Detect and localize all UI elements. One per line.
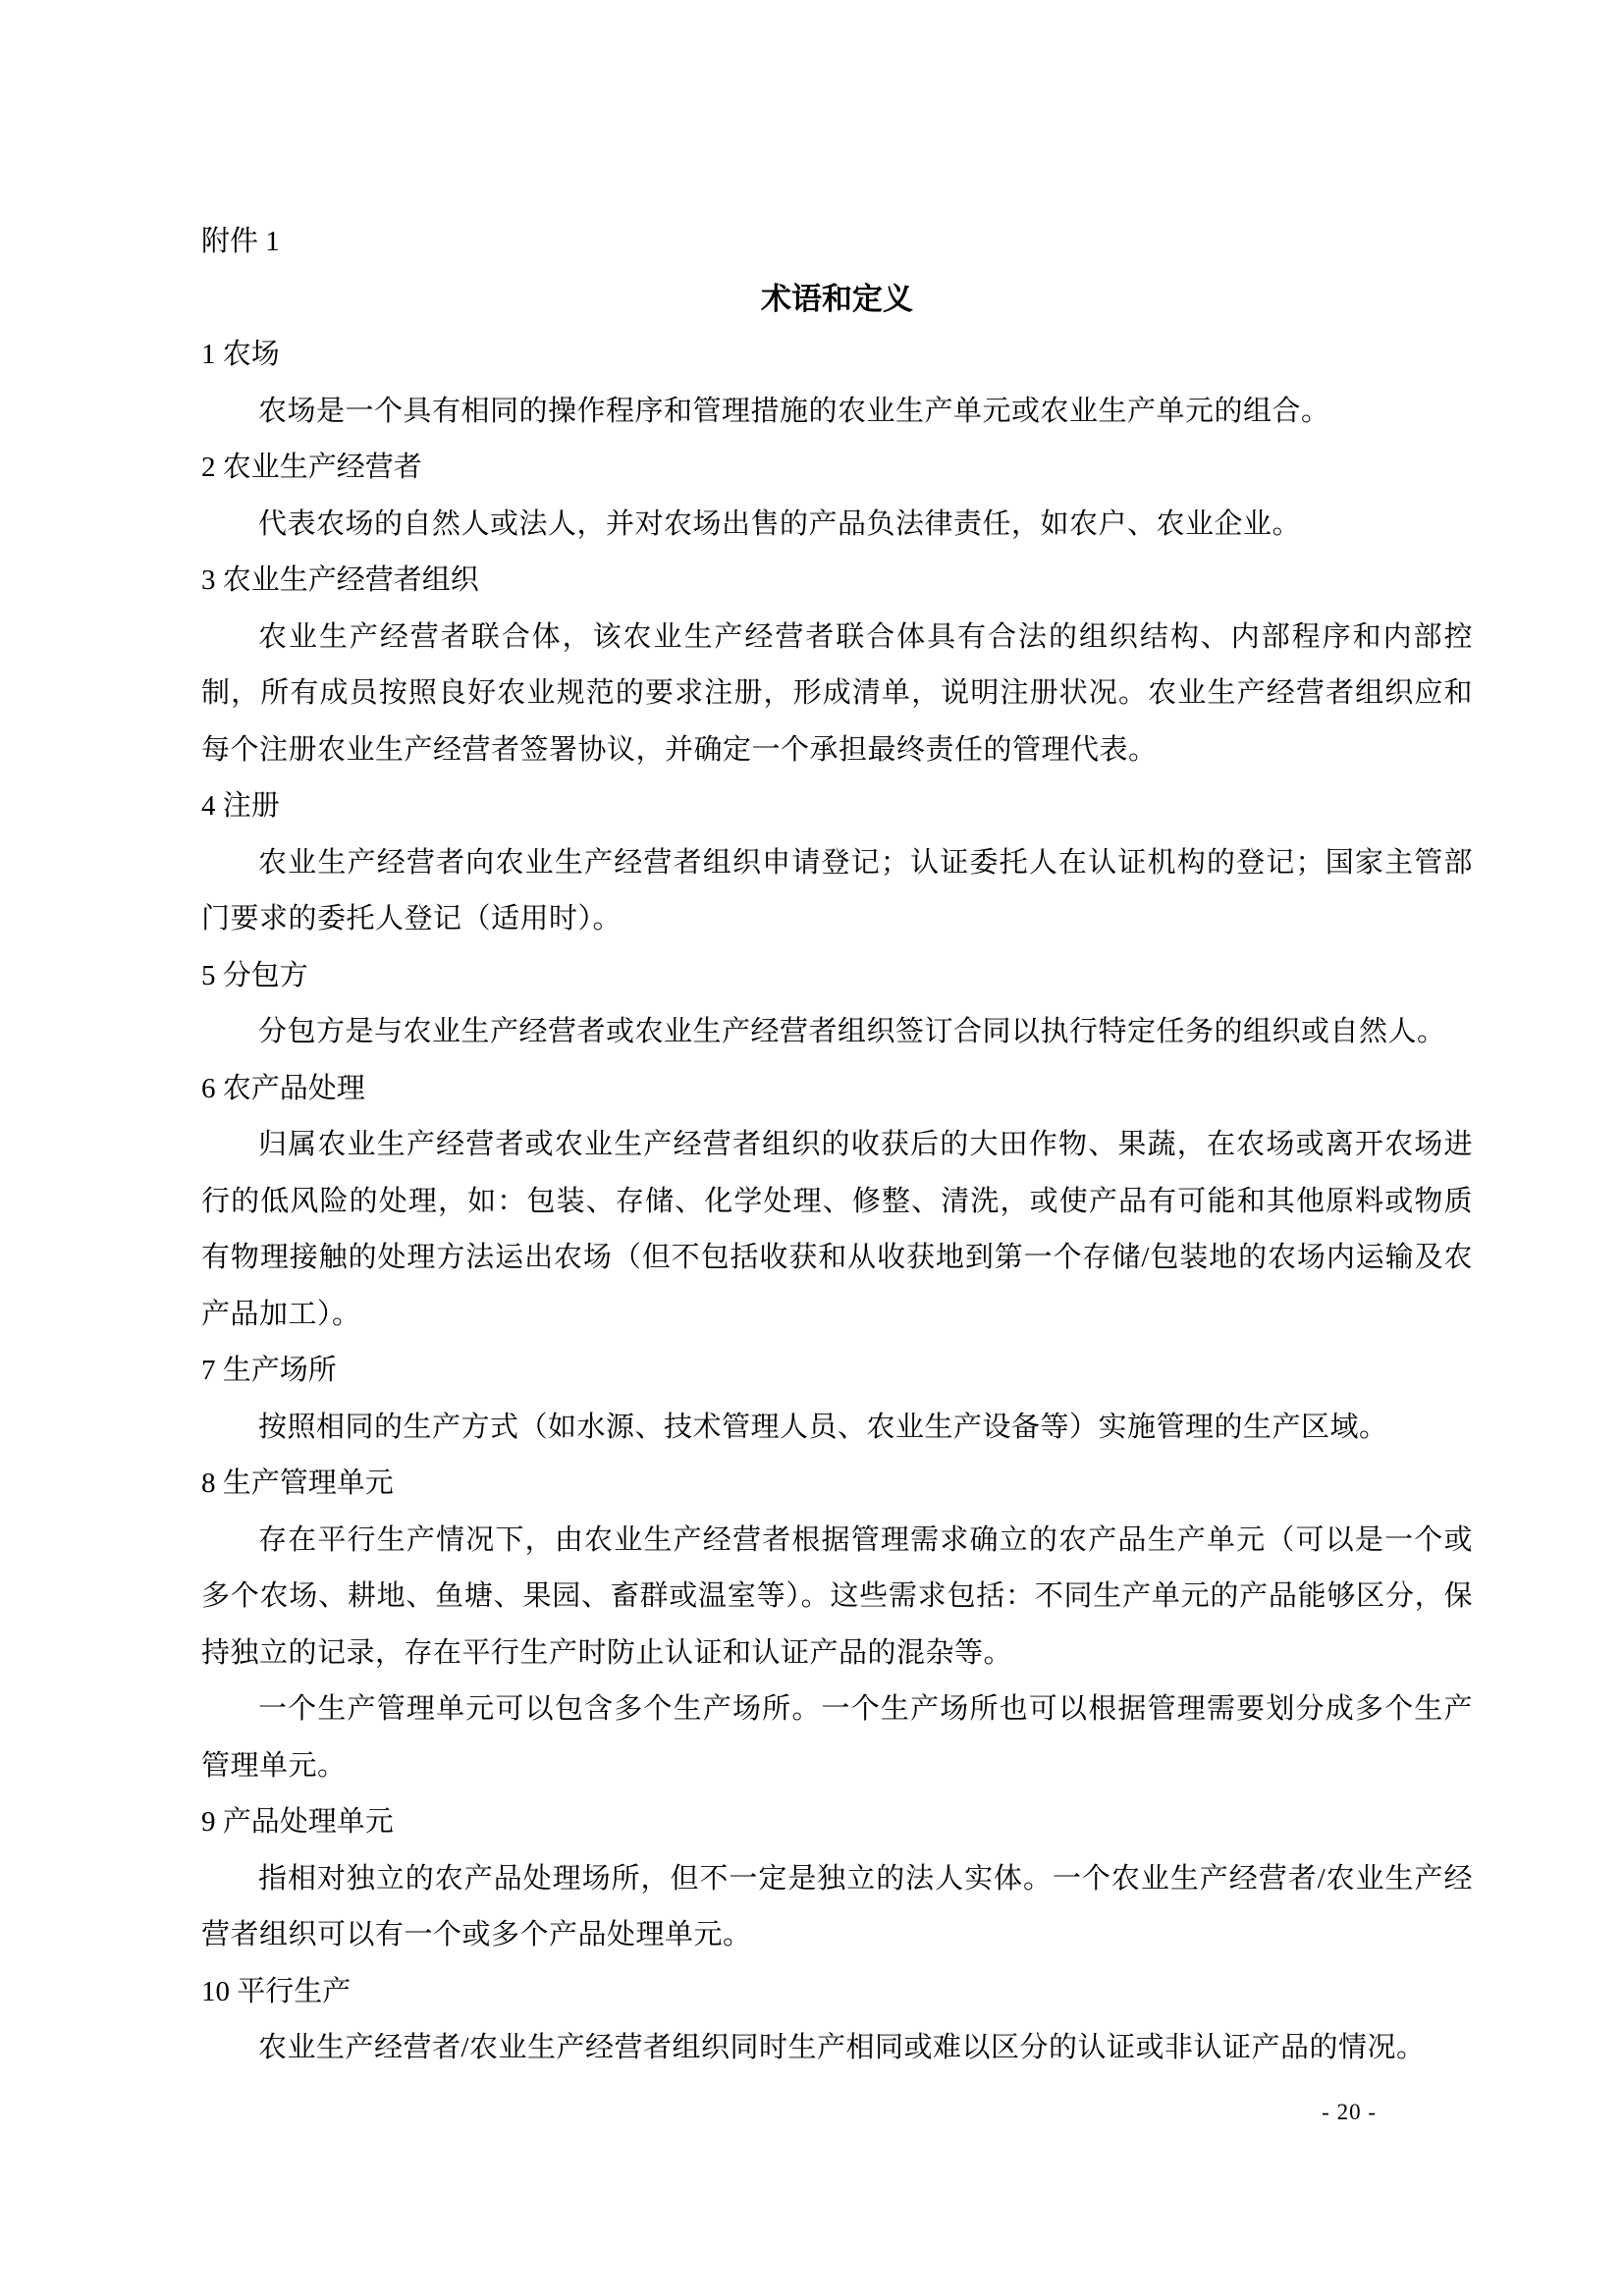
term-definition: 存在平行生产情况下，由农业生产经营者根据管理需求确立的农产品生产单元（可以是一个或多个农场、耕地、鱼塘、果园、畜群或温室等）。这些需求包括：不同生产单元的产品能够区分，保持独立的记录，存在平行生产时防止认证和认证产品的混杂等。: [201, 1523, 1473, 1669]
term-definition: 一个生产管理单元可以包含多个生产场所。一个生产场所也可以根据管理需要划分成多个生产管理单元。: [201, 1693, 1473, 1782]
term-section-production-management-unit: [201, 1456, 1473, 1794]
term-section-producer: [201, 440, 1473, 553]
term-definition: 指相对独立的农产品处理场所，但不一定是独立的法人实体。一个农业生产经营者/农业生产经营者组织可以有一个或多个产品处理单元。: [201, 1862, 1473, 1950]
term-definition: 农场是一个具有相同的操作程序和管理措施的农业生产单元或农业生产单元的组合。: [258, 395, 1330, 427]
term-heading: 3 农业生产经营者组织: [201, 564, 479, 596]
term-heading: 1 农场: [201, 339, 280, 370]
term-section-parallel-production: [201, 1964, 1473, 2077]
term-heading: 10 平行生产: [201, 1975, 352, 2007]
term-definition: 农业生产经营者向农业生产经营者组织申请登记；认证委托人在认证机构的登记；国家主管部门要求的委托人登记（适用时）。: [201, 846, 1473, 934]
term-heading: 7 生产场所: [201, 1355, 337, 1386]
term-definition: 按照相同的生产方式（如水源、技术管理人员、农业生产设备等）实施管理的生产区域。: [258, 1411, 1388, 1443]
term-section-farm: [201, 327, 1473, 440]
attachment-label: 附件 1: [201, 226, 280, 257]
document-title: 术语和定义: [761, 281, 913, 316]
term-section-production-site: [201, 1343, 1473, 1456]
term-heading: 5 分包方: [201, 959, 308, 991]
term-section-producer-organization: [201, 553, 1473, 778]
term-definition: 代表农场的自然人或法人，并对农场出售的产品负法律责任，如农户、农业企业。: [258, 507, 1302, 540]
term-definition: 分包方是与农业生产经营者或农业生产经营者组织签订合同以执行特定任务的组织或自然人。: [258, 1016, 1446, 1047]
term-definition: 农业生产经营者联合体，该农业生产经营者联合体具有合法的组织结构、内部程序和内部控制，所有成员按照良好农业规范的要求注册，形成清单，说明注册状况。农业生产经营者组织应和每个注册农业生产经营者签署协议，并确定一个承担最终责任的管理代表。: [201, 620, 1473, 766]
term-section-product-handling-unit: [201, 1794, 1473, 1964]
term-heading: 4 注册: [201, 790, 280, 822]
term-heading: 2 农业生产经营者: [201, 452, 422, 483]
page-number: - 20 -: [1322, 2100, 1377, 2124]
term-definition: 农业生产经营者/农业生产经营者组织同时生产相同或难以区分的认证或非认证产品的情况。: [258, 2032, 1426, 2063]
term-section-registration: [201, 778, 1473, 948]
term-section-produce-handling: [201, 1061, 1473, 1344]
term-heading: 8 生产管理单元: [201, 1468, 394, 1499]
term-section-subcontractor: [201, 948, 1473, 1061]
term-definition: 归属农业生产经营者或农业生产经营者组织的收获后的大田作物、果蔬，在农场或离开农场进行的低风险的处理，如：包装、存储、化学处理、修整、清洗，或使产品有可能和其他原料或物质有物理接触的处理方法运出农场（但不包括收获和从收获地到第一个存储/包装地的农场内运输及农产品加工）。: [201, 1129, 1473, 1330]
term-heading: 9 产品处理单元: [201, 1806, 394, 1838]
term-heading: 6 农产品处理: [201, 1072, 365, 1104]
